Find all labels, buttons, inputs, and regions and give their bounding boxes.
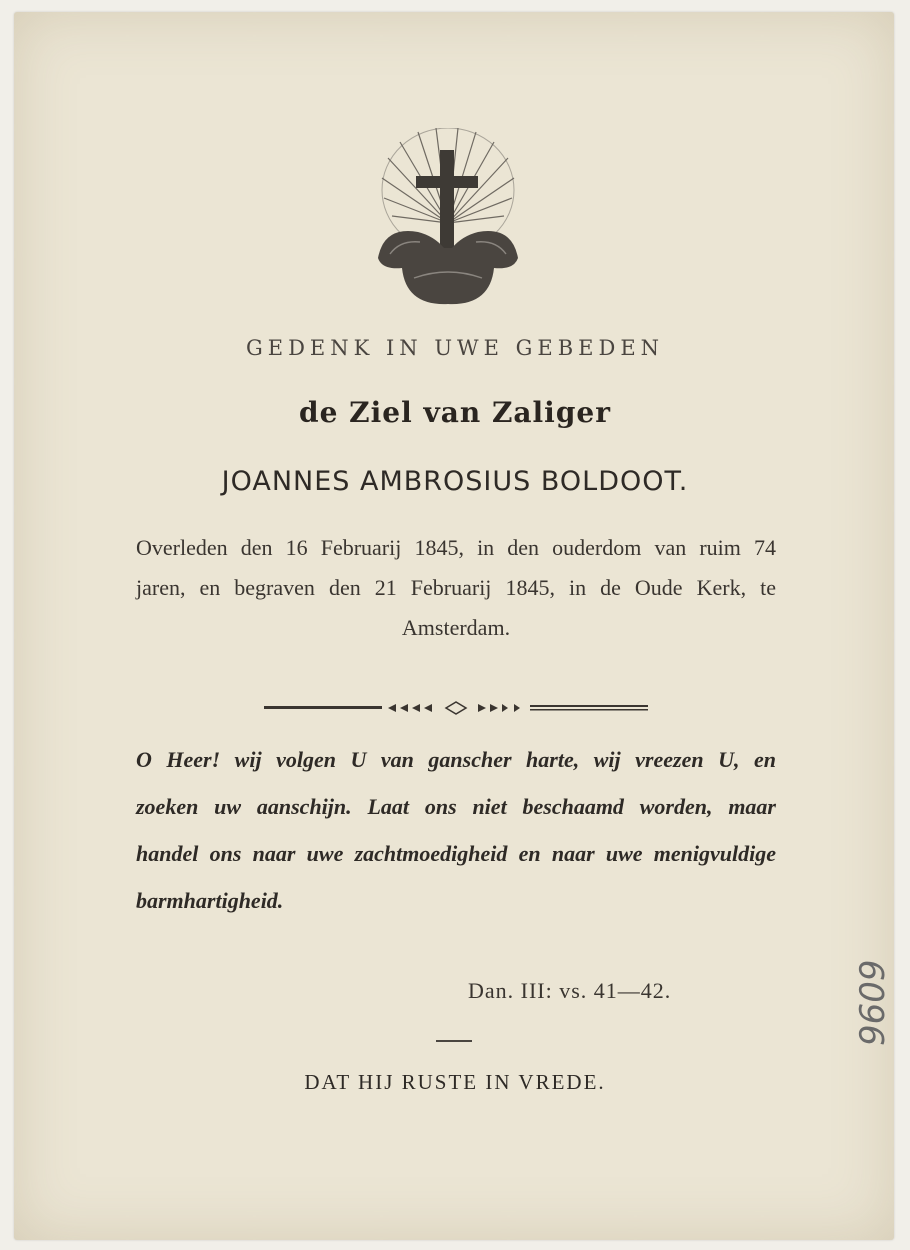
scripture-reference: Dan. III: vs. 41—42. (468, 978, 672, 1003)
short-rule (436, 1040, 472, 1042)
obituary-text: Overleden den 16 Februarij 1845, in den ouderdom van ruim 74 jaren, en begraven den 21 Februarij 1845, in de Oude Kerk, te Amsterdam. (136, 535, 776, 640)
closing-line: DAT HIJ RUSTE IN VREDE. (304, 1070, 606, 1094)
handwritten-number-text: 9609 (853, 959, 893, 1046)
cross-on-globe-with-rays-icon (374, 128, 522, 306)
heading: GEDENK IN UWE GEBEDEN (245, 336, 665, 360)
handwritten-number (840, 950, 900, 1050)
prayer-text: O Heer! wij volgen U van ganscher harte, wij vreezen U, en zoeken uw aanschijn. Laat ons niet beschaamd worden, maar handel ons naar uwe zachtmoedigheid en naar uwe menigvuldige barmhartigheid. (136, 747, 776, 913)
deceased-name: JOANNES AMBROSIUS BOLDOOT. (221, 466, 689, 497)
ornamental-divider-icon (264, 700, 648, 716)
subheading: de Ziel van Zaliger (299, 396, 611, 429)
